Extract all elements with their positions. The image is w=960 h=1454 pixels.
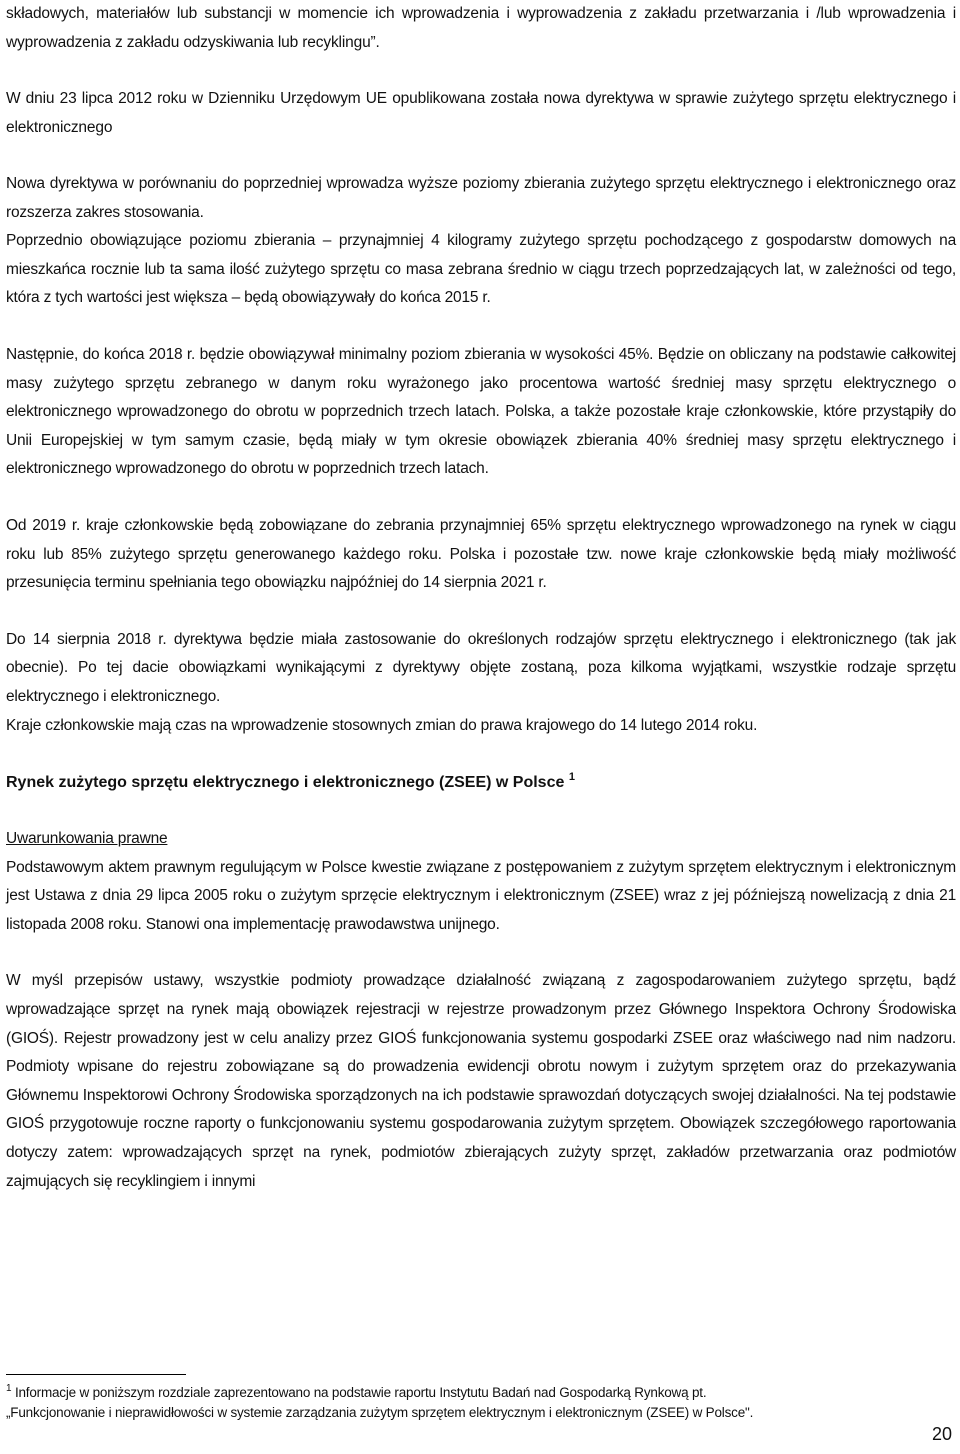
spacer xyxy=(6,142,956,170)
paragraph-3: Nowa dyrektywa w porównaniu do poprzedniej wprowadza wyższe poziomy zbierania zużytego sprzętu elektrycznego i elektronicznego oraz rozszerza zakres stosowania. xyxy=(6,175,956,221)
paragraph-10: W myśl przepisów ustawy, wszystkie podmioty prowadzące działalność związaną z zagospodarowaniem zużytego sprzętu, bądź wprowadzające sprzęt na rynek mają obowiązek rejestracji w rejestrze prowadzonym przez Głównego Inspektora Ochrony Środowiska (GIOŚ). Rejestr prowadzony jest w celu analizy przez GIOŚ funkcjonowania systemu gospodarki ZSEE oraz właściwego nad nim nadzoru. Podmioty wpisane do rejestru zobowiązane są do prowadzenia ewidencji obrotu nowym i zużytym sprzętem oraz do przekazywania Głównemu Inspektorowi Ochrony Środowiska sporządzonych na ich podstawie sprawozdań dotyczących swojej działalności. Na tej podstawie GIOŚ przygotowuje roczne raporty o funkcjonowaniu systemu gospodarowania zużytym sprzętem. Obowiązek szczegółowego raportowania dotyczy zatem: wprowadzających sprzęt na rynek, podmiotów zbierających zużyty sprzęt, zakładów przetwarzania oraz podmiotów zajmujących się recyklingiem i innymi xyxy=(6,972,956,1190)
paragraph-5: Następnie, do końca 2018 r. będzie obowiązywał minimalny poziom zbierania w wysokości 45%. Będzie on obliczany na podstawie całkowitej masy zużytego sprzętu zebranego w danym roku wyrażonego jako procentowa wartość średniej masy sprzętu elektrycznego o elektronicznego wprowadzonego do obrotu w poprzednich trzech latach. Polska, a także pozostałe kraje członkowskie, które przystąpiły do Unii Europejskiej w tym samym czasie, będą miały w tym okresie obowiązek zbierania 40% średniej masy sprzętu elektrycznego i elektronicznego wprowadzonego do obrotu w poprzednich trzech latach. xyxy=(6,345,956,478)
footnote-reference[interactable]: 1 xyxy=(568,771,575,784)
footnote-number: 1 xyxy=(6,1383,12,1394)
section-heading xyxy=(6,768,956,797)
footnote xyxy=(6,1383,956,1423)
spacer xyxy=(6,740,956,768)
subheading: Uwarunkowania prawne xyxy=(6,830,168,848)
section-heading-text: Rynek zużytego sprzętu elektrycznego i elektronicznego (ZSEE) w Polsce xyxy=(6,774,565,792)
paragraph-4: Poprzednio obowiązujące poziomu zbierania – przynajmniej 4 kilogramy zużytego sprzętu pochodzącego z gospodarstw domowych na mieszkańca rocznie lub ta sama ilość zużytego sprzętu co masa zebrana średnio w ciągu trzech poprzedzających lat, w zależności od tego, która z tych wartości jest większa – będą obowiązywały do końca 2015 r. xyxy=(6,232,956,307)
spacer xyxy=(6,57,956,85)
page-number: 20 xyxy=(931,1424,952,1444)
spacer xyxy=(6,313,956,341)
footnote-text-1: Informacje w poniższym rozdziale zaprezentowano na podstawie raportu Instytutu Badań nad Gospodarką Rynkową pt. xyxy=(14,1385,707,1400)
paragraph-9: Podstawowym aktem prawnym regulującym w Polsce kwestie związane z postępowaniem z zużytym sprzętem elektrycznym i elektronicznym jest Ustawa z dnia 29 lipca 2005 roku o zużytym sprzęcie elektrycznym i elektronicznym (ZSEE) wraz z jej późniejszą nowelizacją z dnia 21 listopada 2008 roku. Stanowi ona implementację prawodawstwa unijnego. xyxy=(6,858,956,933)
paragraph-1: składowych, materiałów lub substancji w momencie ich wprowadzenia i wyprowadzenia z zakładu przetwarzania i /lub wprowadzenia i wyprowadzenia z zakładu odzyskiwania lub recyklingu”. xyxy=(6,5,956,51)
spacer xyxy=(6,797,956,825)
spacer xyxy=(6,484,956,512)
paragraph-7: Do 14 sierpnia 2018 r. dyrektywa będzie miała zastosowanie do określonych rodzajów sprzętu elektrycznego i elektronicznego (tak jak obecnie). Po tej dacie obowiązkami wynikającymi z dyrektywy objęte zostaną, poza kilkoma wyjątkami, wszystkie rodzaje sprzętu elektrycznego i elektronicznego. xyxy=(6,630,956,705)
footnote-line-1 xyxy=(6,1383,956,1403)
paragraph-8: Kraje członkowskie mają czas na wprowadzenie stosownych zmian do prawa krajowego do 14 lutego 2014 roku. xyxy=(6,716,758,734)
footnote-separator xyxy=(6,1374,186,1375)
spacer xyxy=(6,598,956,626)
footnote-text-2: „Funkcjonowanie i nieprawidłowości w systemie zarządzania zużytym sprzętem elektrycznym i elektronicznym (ZSEE) w Polsce". xyxy=(6,1405,754,1420)
spacer xyxy=(6,939,956,967)
paragraph-2: W dniu 23 lipca 2012 roku w Dzienniku Urzędowym UE opublikowana została nowa dyrektywa w sprawie zużytego sprzętu elektrycznego i elektronicznego xyxy=(6,90,956,136)
document-page xyxy=(6,0,956,1196)
paragraph-6: Od 2019 r. kraje członkowskie będą zobowiązane do zebrania przynajmniej 65% sprzętu elektrycznego wprowadzonego na rynek w ciągu roku lub 85% zużytego sprzętu generowanego każdego roku. Polska i pozostałe tzw. nowe kraje członkowskie będą miały możliwość przesunięcia terminu spełniania tego obowiązku najpóźniej do 14 sierpnia 2021 r. xyxy=(6,516,956,592)
